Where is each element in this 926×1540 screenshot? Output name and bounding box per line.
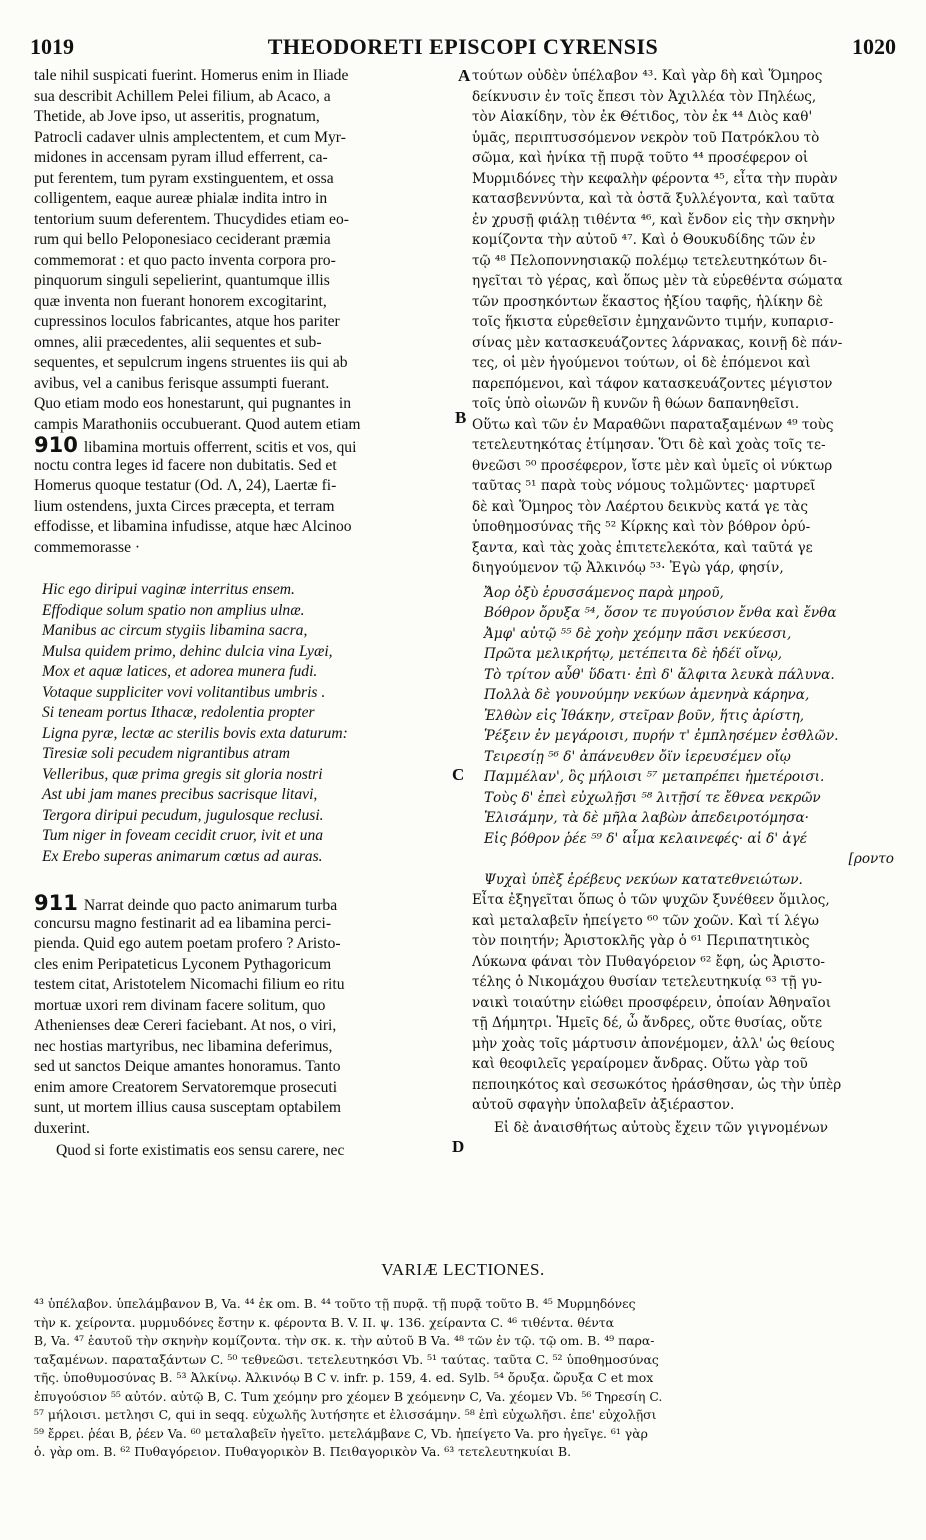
greek-line: ναικὶ τοιαύτην εἰώθει προσφέρειν, ὁποίαν Ἀθηναῖοι <box>472 994 832 1011</box>
greek-verse-line: Ῥέξειν ἐν μεγάροισι, πυρήν τ' ἐμπλησέμεν ἐσθλῶν. <box>484 728 839 744</box>
latin-verse-line: Ex Erebo superas animarum cœtus ad auras. <box>42 847 323 865</box>
latin-line: avibus, vel a canibus ferisque assumpti fuerant. <box>34 374 330 392</box>
note-line: ἐπυγούσιον ⁵⁵ αὐτόν. αὐτῷ B, C. Tum χεόμην pro χέομεν B χεόμενην C, Va. χέομεν Vb. ⁵⁶ Τηρεσίη C. <box>34 1388 663 1404</box>
latin-line: tentorium suum deferentem. Thucydides etiam eo- <box>34 210 349 228</box>
latin-line: colligentem, eaque aureæ phialæ indita intro in <box>34 190 328 207</box>
latin-line: Quo etiam modo eos honestarunt, qui pugnantes in <box>34 395 352 412</box>
latin-verse-line: Hic ego diripui vaginæ interritus ensem. <box>42 581 295 598</box>
greek-line: καὶ μεταλαβεῖν ἠπείγετο ⁶⁰ τῶν χοῶν. Καὶ τί λέγω <box>472 912 820 929</box>
margin-letter-c: C <box>452 765 465 784</box>
latin-verse-line: Tergora diripui pecudum, jugulosque reclusi. <box>42 806 324 824</box>
note-line: ⁵⁹ ἔρρει. ῥέαι B, ῥέεν Va. ⁶⁰ μεταλαβεῖν ἠγεῖτο. μετελάμβανε C, Vb. ἠπείγετο Va. pro ἠγεῖγε. ⁶¹ γὰρ <box>34 1425 648 1441</box>
note-line: B, Va. ⁴⁷ ἑαυτοῦ τὴν σκηνὴν κομίζοντα. τὴν σκ. κ. τὴν αὐτοῦ B Va. ⁴⁸ τῶν ἐν τῷ. τῷ om. B. ⁴⁹ παρα- <box>34 1333 655 1348</box>
greek-line: μὴν χοὰς τοῖς μάρτυσιν ἀπονέμομεν, ἀλλ' ὡς θείους <box>472 1035 835 1052</box>
greek-line: Λύκωνα φάναι τὸν Πυθαγόρειον ⁶² ἔφη, ὡς Ἀριστο- <box>472 953 825 970</box>
latin-verse-line: Tum niger in foveam cecidit cruor, ivit et una <box>42 827 324 844</box>
latin-line: omnes, alii præcedentes, alii sequentes et sub- <box>34 333 322 351</box>
greek-verse-line: Ἐλθὼν εἰς Ἰθάκην, στεῖραν βοῦν, ἥτις ἀρίστη, <box>484 707 805 724</box>
note-line: ⁴³ ὑπέλαβον. ὑπελάμβανον B, Va. ⁴⁴ ἐκ om. B. ⁴⁴ τοῦτο τῇ πυρᾷ. τῇ πυρᾷ τοῦτο B. ⁴⁵ Μυρμηδόνες <box>34 1296 636 1311</box>
latin-line: cupressinos loculos fabricantes, atque hos pariter <box>34 313 340 330</box>
latin-verse-line: Si teneam portus Ithacæ, redolentia propter <box>42 704 315 721</box>
latin-line: concursu magno festinarit ad ea libamina perci- <box>34 914 332 932</box>
latin-verse-line: Effodique solum spatio non amplius ulnæ. <box>42 601 305 619</box>
margin-letter-d: D <box>452 1137 465 1156</box>
greek-verse-line: Πρῶτα μελικρήτῳ, μετέπειτα δὲ ἡδέϊ οἴνῳ, <box>484 646 783 662</box>
latin-verse-line: Mulsa quidem primo, dehinc dulcia vina Lyæi, <box>42 642 333 660</box>
latin-line: commemorat : et quo pacto inventa corpora pro- <box>34 251 336 269</box>
text-line <box>34 435 460 456</box>
latin-line: Athenienses deæ Cereri faciebant. At nos, o viri, <box>34 1017 337 1034</box>
latin-line: tale nihil suspicati fuerint. Homerus enim in Iliade <box>34 67 349 84</box>
latin-verse-line: Manibus ac circum stygiis libamina sacra, <box>42 622 308 639</box>
greek-line: ὑποθημοσύνας τῆς ⁵² Κίρκης καὶ τὸν βόθρον ὀρύ- <box>472 519 811 535</box>
latin-line: lium ostendens, juxta Circes præcepta, et terram <box>34 497 335 515</box>
latin-verse-line: Velleribus, quæ prima gregis sit gloria nostri <box>42 765 323 783</box>
latin-line: Patrocli cadaver ulnis amplectentem, et cum Myr- <box>34 128 346 146</box>
latin-line: cles enim Peripateticus Lyconem Pythagoricum <box>34 955 332 973</box>
latin-verse-line: Votaque suppliciter vovi volitantibus umbris . <box>42 683 326 701</box>
latin-line: noctu contra leges id facere non dubitatis. Sed et <box>34 456 337 474</box>
latin-line: testem citat, Aristotelem Nicomachi filium eo ritu <box>34 976 345 993</box>
greek-line: τῶν προσηκόντων ἕκαστος ἠξίου ταφῆς, ἡλίκην δὲ <box>472 293 823 310</box>
latin-line: quæ inventa non fuerant honorem excogitarint, <box>34 292 327 310</box>
latin-line: midones in accensam pyram illud efferrent, ca- <box>34 149 328 166</box>
greek-line: Οὕτω καὶ τῶν ἐν Μαραθῶνι παραταξαμένων ⁴⁹ τοὺς <box>472 416 834 433</box>
greek-line: σῶμα, καὶ ἡνίκα τῇ πυρᾷ τοῦτο ⁴⁴ προσέφερον οἱ <box>472 150 809 166</box>
greek-verse-line: Παμμέλαν', ὃς μήλοισι ⁵⁷ μεταπρέπει ἡμετέροισι. <box>484 769 825 785</box>
greek-verse-line: Τειρεσίῃ ⁵⁶ δ' ἀπάνευθεν ὄϊν ἱερευσέμεν οἴῳ <box>484 748 791 765</box>
greek-verse-line: Ἀμφ' αὐτῷ ⁵⁵ δὲ χοὴν χεόμην πᾶσι νεκύεσσι, <box>484 625 792 642</box>
page-number-left: 1019 <box>30 34 74 59</box>
greek-line: τούτων οὐδὲν ὑπέλαβον ⁴³. Καὶ γὰρ δὴ καὶ Ὅμηρος <box>472 68 823 84</box>
greek-line: διηγούμενον τῷ Ἀλκινόῳ ⁵³· Ἐγὼ γάρ, φησίν, <box>472 560 784 576</box>
latin-verse-line: Tiresiæ soli pecudem nigrantibus atram <box>42 745 291 762</box>
latin-verse-line: Ast ubi jam manes precibus sacrisque litavi, <box>42 786 318 803</box>
greek-line: τες, οἱ μὲν ἡγούμενοι τούτων, οἱ δὲ ἑπόμενοι καὶ <box>472 355 811 371</box>
section-number: 910 <box>34 433 78 457</box>
latin-line: enim amore Creatorem Servatoremque prosecuti <box>34 1078 338 1096</box>
greek-line: τὸν Αἰακίδην, τὸν ἐκ Θέτιδος, τὸν ἐκ ⁴⁴ Διὸς καθ' <box>472 109 813 125</box>
latin-line: Quod si forte existimatis eos sensu carere, nec <box>56 1142 345 1159</box>
page-number-right: 1020 <box>852 34 896 59</box>
margin-letter-b: B <box>455 408 467 427</box>
greek-line: τετελευτηκότας ἐτίμησαν. Ὅτι δὲ καὶ χοὰς τοῖς τε- <box>472 437 826 453</box>
greek-line: θνεῶσι ⁵⁰ προσέφερον, ἴστε μὲν καὶ ὑμεῖς οἱ νύκτωρ <box>472 457 833 474</box>
greek-line: τέλης ὁ Νικομάχου θυσίαν τετελευτηκυίᾳ ⁶³ τῇ γυ- <box>472 974 822 990</box>
latin-line: put ferentem, tum pyram exstinguentem, et ossa <box>34 169 334 187</box>
latin-line: sunt, ut mortem illius causa susceptam optabilem <box>34 1099 342 1116</box>
greek-line: τὸν ποιητήν; Ἀριστοκλῆς γὰρ ὁ ⁶¹ Περιπατητικὸς <box>472 933 810 949</box>
latin-line: pienda. Quid ego autem poetam profero ? Aristo- <box>34 935 341 952</box>
greek-line: πεποιηκότος καὶ σεσωκότος ἠράσθησαν, ὡς τὴν ὑπὲρ <box>472 1076 842 1093</box>
latin-line: Thetide, ab Jove ipso, ut asseritis, prognatum, <box>34 108 320 125</box>
latin-line: sequentes, et sepulcrum ingens struentes iis qui ab <box>34 354 348 371</box>
latin-line: mortuæ uxori rem divinam facere solitum, quo <box>34 996 326 1014</box>
spacer <box>34 867 460 893</box>
greek-line: ηγεῖται τὸ γέρας, καὶ ὅπως μὲν τὰ εὑρεθέντα σώματα <box>472 273 843 289</box>
critical-notes <box>34 1295 896 1462</box>
greek-line: καὶ θεοφιλεῖς γεραίρομεν ἄνδρας. Οὕτω γὰρ τοῦ <box>472 1056 808 1072</box>
latin-verse-line: Mox et aquæ latices, et adorea munera fudi. <box>42 663 318 680</box>
note-line: τῆς. ὑποθυμοσύνας B. ⁵³ Ἀλκίνῳ. Ἀλκινόῳ B C v. infr. p. 159, 4. ed. Sylb. ⁵⁴ ὄρυξα. ὤρυξα C et mox <box>34 1370 654 1385</box>
note-line: τὴν κ. χείροντα. μυρμυδόνες ἔστην κ. φέροντα B. V. II. ψ. 136. χείραντα C. ⁴⁶ τιθέντα. θέντα <box>34 1314 614 1330</box>
latin-line: duxerint. <box>34 1119 90 1137</box>
greek-verse-line: Ἐλισάμην, τὰ δὲ μῆλα λαβὼν ἀπεδειροτόμησα· <box>484 810 809 826</box>
greek-line: τῷ ⁴⁸ Πελοποννησιακῷ πολέμῳ τετελευτηκότων δι- <box>472 252 828 269</box>
latin-line: sua describit Achillem Pelei filium, ab Acaco, a <box>34 87 331 105</box>
latin-verse-line: Ligna pyræ, lectæ ac sterilis bovis exta daturum: <box>42 724 348 742</box>
greek-line: τοῖς ἥκιστα εὑρεθεῖσιν ἐμηχανῶντο τιμήν, κυπαρισ- <box>472 314 834 330</box>
section-number: 911 <box>34 891 78 915</box>
greek-line: ταῦτας ⁵¹ παρὰ τοὺς νόμους τολμῶντες· μαρτυρεῖ <box>472 478 816 494</box>
greek-line: παρεπόμενοι, καὶ τάφον κατασκευάζοντες μέγιστον <box>472 375 833 392</box>
greek-verse-line: Τὸ τρίτον αὖθ' ὕδατι· ἐπὶ δ' ἄλφιτα λευκὰ πάλυνα. <box>484 666 835 683</box>
greek-line: κατασβεννύντα, καὶ τὰ ὀστᾶ ξυλλέγοντα, καὶ ταῦτα <box>472 191 835 207</box>
latin-column <box>34 66 460 1162</box>
greek-line: σίνας μὲν κατασκευάζοντες λάρνακας, κοινῇ δὲ πάν- <box>472 334 843 351</box>
latin-line: effodisse, et libamina infudisse, atque hæc Alcinoo <box>34 518 352 535</box>
running-title: THEODORETI EPISCOPI CYRENSIS <box>267 34 659 59</box>
latin-line: rum qui bello Peloponesiaco ceciderant præmia <box>34 231 331 248</box>
latin-line: pinquorum singuli sepelierint, quantumque illis <box>34 272 330 289</box>
note-line: ὁ. γὰρ om. B. ⁶² Πυθαγόρειον. Πυθαγορικὸν B. Πειθαγορικὸν Va. ⁶³ τετελευτηκυίαι B. <box>34 1444 572 1459</box>
greek-verse-line: Πολλὰ δὲ γουνούμην νεκύων ἀμενηνὰ κάρηνα, <box>484 687 810 703</box>
greek-line: Μυρμιδόνες τὴν κεφαλὴν φέροντα ⁴⁵, εἶτα τὴν πυρὰν <box>472 170 838 187</box>
greek-line: Εἰ δὲ ἀναισθήτως αὐτοὺς ἔχειν τῶν γιγνομένων <box>494 1119 829 1136</box>
greek-verse-line: Τοὺς δ' ἐπεὶ εὐχωλῇσι ⁵⁸ λιτῇσί τε ἔθνεα νεκρῶν <box>484 789 821 806</box>
greek-line: δὲ καὶ Ὅμηρος τὸν Λαέρτου δεικνὺς κατά γε τὰς <box>472 498 808 515</box>
greek-line: τῇ Δήμητρι. Ἡμεῖς δέ, ὦ ἄνδρες, οὔτε θυσίας, οὔτε <box>472 1015 823 1031</box>
greek-verse-line: Ψυχαὶ ὑπὲξ ἐρέβευς νεκύων κατατεθνειώτων. <box>484 871 803 888</box>
greek-line: κομίζοντα τὴν αὐτοῦ ⁴⁷. Καὶ ὁ Θουκυδίδης τῶν ἐν <box>472 232 816 248</box>
note-line: ⁵⁷ μήλοισι. μετλησι C, qui in seqq. εὐχωλῆς λυτήσητε et ἐλισσάμην. ⁵⁸ ἐπὶ εὐχωλῆσι. ἐπε' εὐχολῇσι <box>34 1407 657 1422</box>
greek-verse-line: [ροντο <box>848 851 894 867</box>
variae-lectiones-title: VARIÆ LECTIONES. <box>381 1260 545 1279</box>
margin-letter-a: A <box>458 66 471 85</box>
greek-column <box>472 66 898 1138</box>
greek-line: ξαντα, καὶ τὰς χοὰς ἐπιτετελεκότα, καὶ ταῦτά γε <box>472 539 813 556</box>
latin-line: nec hostias martyribus, nec libamina deferimus, <box>34 1037 333 1055</box>
greek-line: τοῖς ὑπὸ οἰωνῶν ἢ κυνῶν ἢ θώων δαπανηθεῖσι. <box>472 396 800 412</box>
spacer <box>34 558 460 580</box>
greek-verse-line: Βόθρον ὄρυξα ⁵⁴, ὅσον τε πυγούσιον ἔνθα καὶ ἔνθα <box>484 605 837 621</box>
text-fragment: Narrat deinde quo pacto animarum turba <box>83 897 338 914</box>
greek-verse-line: Ἄορ ὀξὺ ἐρυσσάμενος παρὰ μηροῦ, <box>484 584 724 601</box>
latin-line: sed ut sanctos Deique amantes honoramus. Tanto <box>34 1058 341 1075</box>
greek-line: ὑμᾶς, περιπτυσσόμενον νεκρὸν τοῦ Πατρόκλου τὸ <box>472 129 820 146</box>
greek-line: ἐν χρυσῇ φιάλῃ τιθέντα ⁴⁶, καὶ ἔνδον εἰς τὴν σκηνὴν <box>472 211 836 228</box>
latin-line: campis Marathoniis occubuerant. Quod autem etiam <box>34 415 361 433</box>
text-fragment: libamina mortuis offerrent, scitis et vos, qui <box>83 439 357 456</box>
latin-line: commemorasse · <box>34 538 141 556</box>
greek-line: αὐτοῦ σφαγὴν ὑπολαβεῖν ἀξιέραστον. <box>472 1097 735 1113</box>
page-header <box>30 34 896 64</box>
note-line: ταξαμένων. παραταξάντων C. ⁵⁰ τεθνεῶσι. τετελευτηκόσι Vb. ⁵¹ ταύτας. ταῦτα C. ⁵² ὑποθημοσύνας <box>34 1351 659 1367</box>
text-line <box>34 893 460 914</box>
greek-line: Εἶτα ἐξηγεῖται ὅπως ὁ τῶν ψυχῶν ξυνέθεεν ὅμιλος, <box>472 892 830 908</box>
greek-verse-line: Εἰς βόθρον ῥέε ⁵⁹ δ' αἷμα κελαινεφές· αἱ δ' ἀγέ <box>484 830 808 847</box>
latin-line: Homerus quoque testatur (Od. Λ, 24), Laertæ fi- <box>34 477 337 494</box>
greek-line: δείκνυσιν ἐν τοῖς ἔπεσι τὸν Ἀχιλλέα τὸν Πηλέως, <box>472 88 817 105</box>
